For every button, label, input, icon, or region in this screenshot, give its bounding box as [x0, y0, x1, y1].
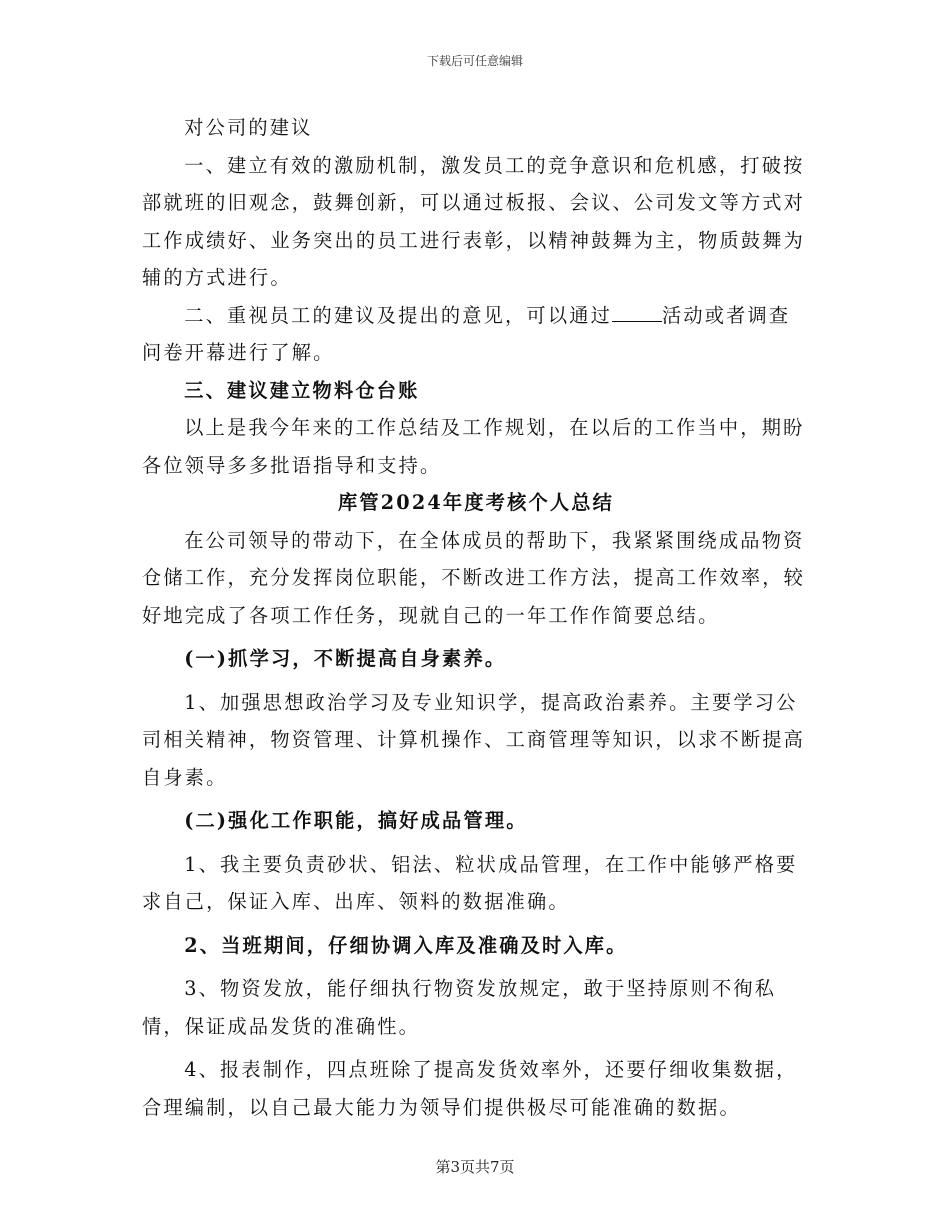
paragraph-feedback-text-b: 活动或者调查问卷开幕进行了解。 [142, 303, 791, 364]
paragraph-management-2: 2、当班期间，仔细协调入库及准确及时入库。 [184, 933, 628, 957]
heading-management: (二)强化工作职能，搞好成品管理。 [184, 809, 528, 832]
paragraph-feedback [142, 297, 810, 372]
paragraph-incentive: 一、建立有效的激励机制，激发员工的竞争意识和危机感，打破按部就班的旧观念，鼓舞创新，可以通过板报、会议、公司发文等方式对工作成绩好、业务突出的员工进行表彰，以精神鼓舞为主，物质鼓舞为辅的方式进行。 [142, 153, 806, 289]
paragraph-intro: 在公司领导的带动下，在全体成员的帮助下，我紧紧围绕成品物资仓储工作，充分发挥岗位职能，不断改进工作方法，提高工作效率，较好地完成了各项工作任务，现就自己的一年工作作简要总结。 [142, 528, 806, 627]
page-number: 第3页共7页 [435, 1158, 515, 1176]
paragraph-management-1: 1、我主要负责砂状、铝法、粒状成品管理，在工作中能够严格要求自己，保证入库、出库、领料的数据准确。 [142, 852, 798, 913]
paragraph-feedback-text-a: 二、重视员工的建议及提出的意见，可以通过 [184, 303, 612, 327]
heading-study: (一)抓学习，不断提高自身素养。 [184, 647, 507, 670]
paragraph-ledger: 三、建议建立物料仓台账 [184, 378, 420, 402]
paragraph-management-4: 4、报表制作，四点班除了提高发货效率外，还要仔细收集数据，合理编制，以自己最大能力为领导们提供极尽可能准确的数据。 [142, 1058, 798, 1119]
page-header-note: 下载后可任意编辑 [426, 54, 523, 68]
section-title-suggestions: 对公司的建议 [184, 116, 313, 139]
paragraph-management-3: 3、物资发放，能仔细执行物资发放规定，敢于坚持原则不徇私情，保证成品发货的准确性。 [142, 977, 777, 1038]
blank-line [612, 303, 662, 321]
section-title-summary: 库管2024年度考核个人总结 [337, 491, 615, 514]
document-body [142, 109, 810, 1126]
paragraph-study-1: 1、加强思想政治学习及专业知识学，提高政治素养。主要学习公司相关精神，物资管理、计算机操作、工商管理等知识，以求不断提高自身素。 [142, 690, 806, 789]
paragraph-closing: 以上是我今年来的工作总结及工作规划，在以后的工作当中，期盼各位领导多多批语指导和支持。 [142, 416, 805, 477]
